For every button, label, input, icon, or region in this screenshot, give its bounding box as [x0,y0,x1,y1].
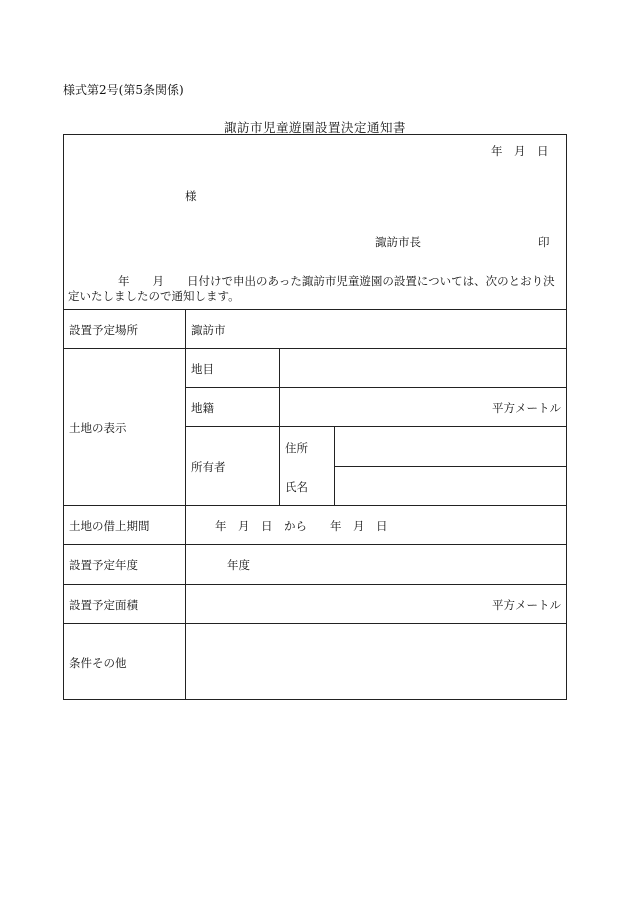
date-line: 年 月 日 [491,144,549,158]
owner-label: 所有者 [191,460,226,474]
lease-period-value: 年 月 日 から 年 月 日 [215,519,388,533]
form-number: 様式第2号(第5条関係) [63,83,184,97]
notice-body [68,274,562,304]
planned-area-label: 設置予定面積 [69,598,138,612]
location-value: 諏訪市 [191,323,226,337]
planned-area-unit: 平方メートル [492,598,561,612]
owner-field-divider [334,426,335,505]
chiseki-unit: 平方メートル [492,401,561,415]
location-label: 設置予定場所 [69,323,138,337]
document-title: 諏訪市児童遊園設置決定通知書 [223,120,406,135]
conditions-label: 条件その他 [69,656,127,670]
rule-after-chimoku [186,387,567,388]
rule-after-year [63,584,567,585]
label-column-divider [185,309,186,700]
chimoku-label: 地目 [191,362,214,376]
notice-body-line-1: 年 月 日付けで申出のあった諏訪市児童遊園の設置については、次のとおり決 [118,274,555,288]
notice-body-line-2: 定いたしましたので通知します。 [68,289,240,303]
owner-name-label: 氏名 [285,480,308,494]
issuer-name: 諏訪市長 [375,235,421,249]
addressee-suffix: 様 [185,189,197,203]
owner-address-label: 住所 [285,441,308,455]
planned-year-value: 年度 [227,558,250,572]
rule-after-lease [63,544,567,545]
sub-label-divider [279,348,280,505]
rule-after-land [63,505,567,506]
rule-after-chiseki [186,426,567,427]
rule-after-area [63,623,567,624]
lease-period-label: 土地の借上期間 [69,519,150,533]
land-label: 土地の表示 [69,421,127,435]
seal-mark: 印 [538,235,550,249]
rule-owner-split [334,466,567,467]
rule-after-notice [63,309,567,310]
planned-year-label: 設置予定年度 [69,558,138,572]
chiseki-label: 地籍 [191,401,214,415]
notice-form-frame [63,134,567,700]
rule-after-location [63,348,567,349]
